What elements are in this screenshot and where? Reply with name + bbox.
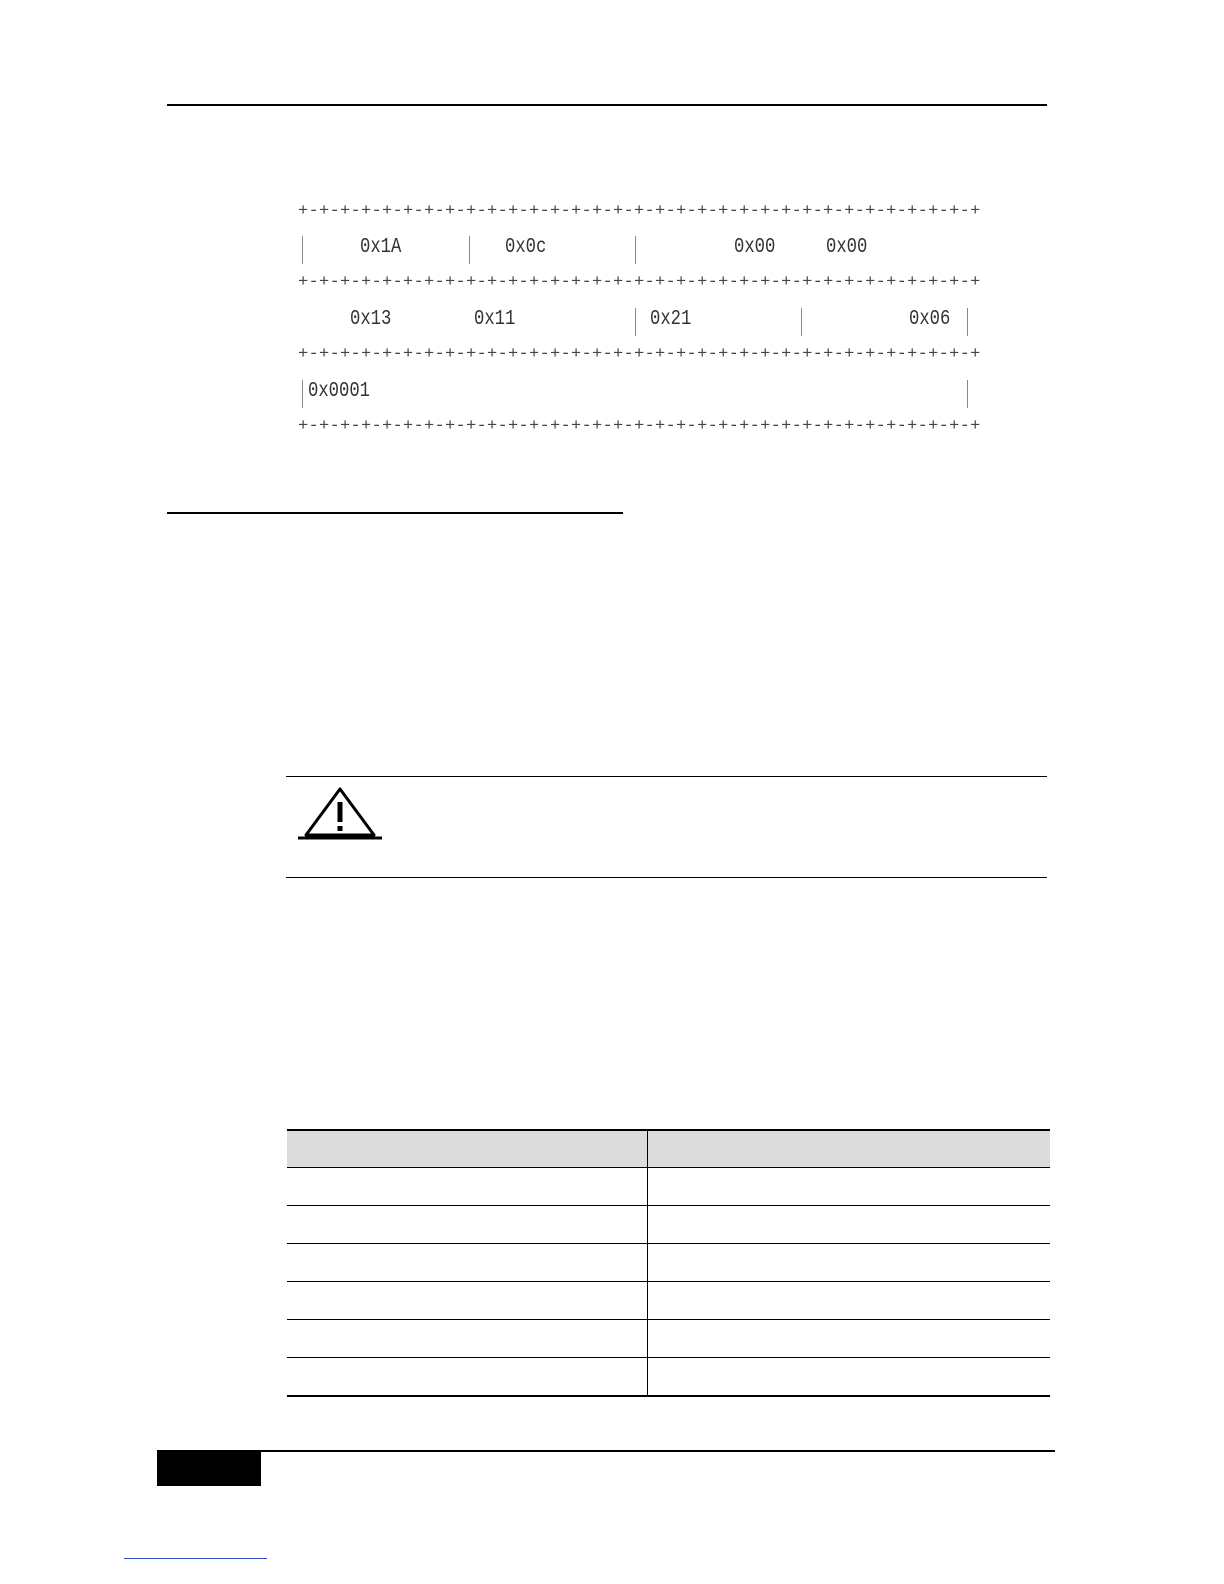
table-row: [287, 1358, 1050, 1397]
packet-divider: [801, 308, 802, 336]
table-cell: [287, 1282, 648, 1320]
data-table: [287, 1129, 1050, 1397]
packet-cell: 0x11: [474, 308, 516, 331]
packet-separator: +-+-+-+-+-+-+-+-+-+-+-+-+-+-+-+-+-+-+-+-+-+-+-+-+-+-+-+-+-+-+-+-+: [298, 345, 981, 364]
table-cell: [648, 1282, 1051, 1320]
packet-cell: 0x0001: [308, 380, 371, 403]
section-rule: [167, 512, 623, 514]
warning-triangle-icon: [298, 785, 382, 841]
packet-separator: +-+-+-+-+-+-+-+-+-+-+-+-+-+-+-+-+-+-+-+-+-+-+-+-+-+-+-+-+-+-+-+-+: [298, 417, 981, 436]
packet-cell: 0x0c: [505, 236, 547, 259]
table-cell: [648, 1320, 1051, 1358]
packet-cell: 0x13: [350, 308, 392, 331]
packet-diagram: [298, 200, 981, 440]
table-cell: [648, 1244, 1051, 1282]
table-cell: [287, 1358, 648, 1397]
table-row: [287, 1168, 1050, 1206]
table-cell: [648, 1358, 1051, 1397]
footer-rule: [157, 1450, 1055, 1452]
table-cell: [287, 1320, 648, 1358]
packet-separator: +-+-+-+-+-+-+-+-+-+-+-+-+-+-+-+-+-+-+-+-+-+-+-+-+-+-+-+-+-+-+-+-+: [298, 202, 981, 221]
table-header-cell: [287, 1130, 648, 1168]
packet-cell: 0x21: [650, 308, 692, 331]
packet-divider: [635, 308, 636, 336]
packet-separator: +-+-+-+-+-+-+-+-+-+-+-+-+-+-+-+-+-+-+-+-+-+-+-+-+-+-+-+-+-+-+-+-+: [298, 273, 981, 292]
table-row: [287, 1282, 1050, 1320]
packet-divider: [469, 236, 470, 264]
packet-divider: [302, 380, 303, 408]
footer-link[interactable]: [124, 1558, 267, 1559]
packet-divider: [967, 308, 968, 336]
packet-cell: 0x1A: [360, 236, 402, 259]
packet-divider: [302, 236, 303, 264]
header-rule: [167, 104, 1047, 106]
table-cell: [287, 1244, 648, 1282]
table-row: [287, 1320, 1050, 1358]
table-header-row: [287, 1130, 1050, 1168]
packet-divider: [635, 236, 636, 264]
table-cell: [648, 1168, 1051, 1206]
caution-box: [286, 776, 1047, 878]
table-row: [287, 1206, 1050, 1244]
packet-cell: 0x06: [909, 308, 951, 331]
table-header-cell: [648, 1130, 1051, 1168]
table-row: [287, 1244, 1050, 1282]
table-cell: [287, 1206, 648, 1244]
table-cell: [648, 1206, 1051, 1244]
table-cell: [287, 1168, 648, 1206]
packet-cell: 0x00: [734, 236, 776, 259]
page-number-tab: [157, 1452, 261, 1486]
packet-divider: [967, 380, 968, 408]
packet-cell: 0x00: [826, 236, 868, 259]
